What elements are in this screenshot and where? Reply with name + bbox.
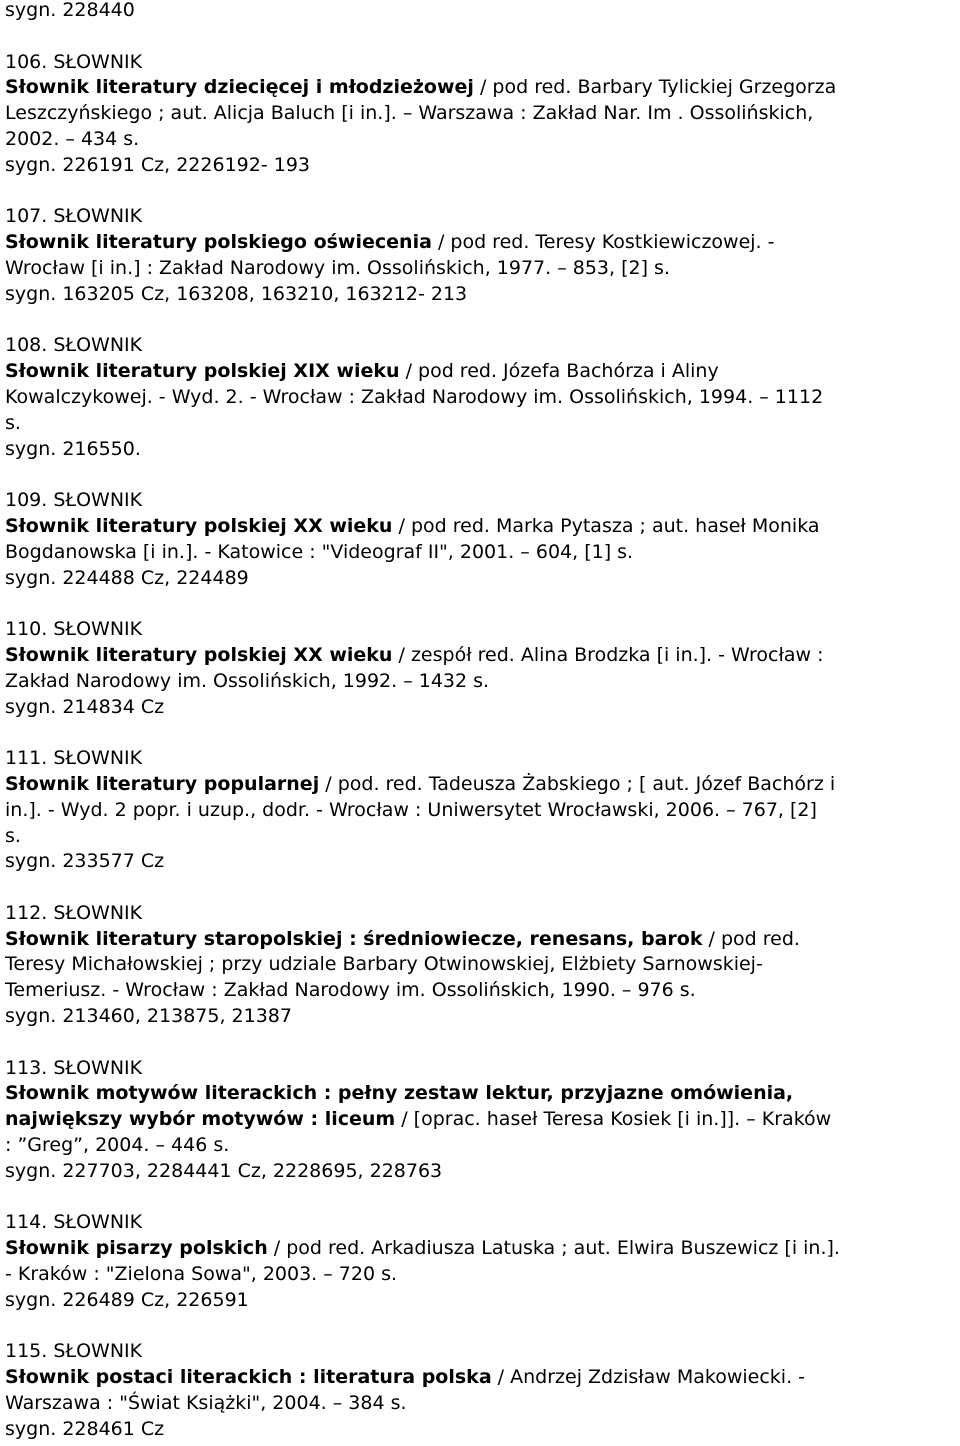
entry-title-continued: największy wybór motywów : liceum <box>5 1108 396 1131</box>
entry-line: s. <box>5 824 21 847</box>
signature-line: sygn. 226489 Cz, 226591 <box>5 1288 249 1311</box>
entry-114 <box>5 1210 955 1313</box>
entry-title-line <box>5 1236 955 1262</box>
entry-111 <box>5 746 955 875</box>
entry-separator <box>5 875 955 901</box>
document-page <box>5 0 955 1443</box>
signature-line: sygn. 228440 <box>5 0 135 21</box>
entry-separator <box>5 1185 955 1211</box>
entry-108 <box>5 333 955 462</box>
entry-title-rest: / pod red. Arkadiusza Latuska ; aut. Elwira Buszewicz [i in.]. <box>267 1237 840 1260</box>
entry-110 <box>5 617 955 720</box>
entry-line: Wrocław [i in.] : Zakład Narodowy im. Ossolińskich, 1977. – 853, [2] s. <box>5 256 670 279</box>
entry-title-rest: / zespół red. Alina Brodzka [i in.]. - Wrocław : <box>392 643 824 666</box>
entry-title-rest: / pod red. <box>702 927 800 950</box>
entry-title: Słownik literatury staropolskiej : średniowiecze, renesans, barok <box>5 927 703 950</box>
entry-header: 107. SŁOWNIK <box>5 205 143 228</box>
signature-line: sygn. 213460, 213875, 21387 <box>5 1005 292 1028</box>
entry-header: 106. SŁOWNIK <box>5 50 143 73</box>
entry-title: Słownik postaci literackich : literatura polska <box>5 1366 492 1389</box>
entry-line: - Kraków : "Zielona Sowa", 2003. – 720 s. <box>5 1263 398 1286</box>
entry-line: Kowalczykowej. - Wyd. 2. - Wrocław : Zakład Narodowy im. Ossolińskich, 1994. – 1112 <box>5 385 824 408</box>
signature-line: sygn. 233577 Cz <box>5 850 165 873</box>
entry-title: Słownik pisarzy polskich <box>5 1237 268 1260</box>
entry-separator <box>5 1314 955 1340</box>
entry-105-tail <box>5 0 955 24</box>
entry-line: in.]. - Wyd. 2 popr. i uzup., dodr. - Wrocław : Uniwersytet Wrocławski, 2006. – 767, [2] <box>5 798 817 821</box>
signature-line: sygn. 226191 Cz, 2226192- 193 <box>5 153 310 176</box>
entry-title-line <box>5 359 955 385</box>
entry-line: Bogdanowska [i in.]. - Katowice : "Videograf II", 2001. – 604, [1] s. <box>5 540 634 563</box>
entry-header: 110. SŁOWNIK <box>5 618 143 641</box>
entry-title-line <box>5 230 955 256</box>
entry-separator <box>5 591 955 617</box>
entry-title-line <box>5 1365 955 1391</box>
entry-title-line <box>5 75 955 101</box>
entry-line: 2002. – 434 s. <box>5 127 140 150</box>
entry-title-rest: / Andrzej Zdzisław Makowiecki. - <box>491 1366 806 1389</box>
entry-header: 108. SŁOWNIK <box>5 334 143 357</box>
signature-line: sygn. 163205 Cz, 163208, 163210, 163212- 213 <box>5 282 468 305</box>
entry-109 <box>5 488 955 591</box>
entry-line: Warszawa : "Świat Książki", 2004. – 384 s. <box>5 1392 407 1415</box>
entry-line: Leszczyńskiego ; aut. Alicja Baluch [i in.]. – Warszawa : Zakład Nar. Im . Ossolińskich, <box>5 102 814 125</box>
entry-title-rest: / pod red. Barbary Tylickiej Grzegorza <box>473 76 837 99</box>
entry-107 <box>5 204 955 307</box>
entry-separator <box>5 179 955 205</box>
entry-line: : ”Greg”, 2004. – 446 s. <box>5 1134 230 1157</box>
entry-line: Teresy Michałowskiej ; przy udziale Barbary Otwinowskiej, Elżbiety Sarnowskiej- <box>5 953 763 976</box>
entry-header: 113. SŁOWNIK <box>5 1056 143 1079</box>
entry-title-line <box>5 514 955 540</box>
signature-line: sygn. 228461 Cz <box>5 1417 165 1440</box>
entry-title-rest: / [oprac. haseł Teresa Kosiek [i in.]]. – Kraków <box>395 1108 832 1131</box>
entry-title-rest: / pod red. Józefa Bachórza i Aliny <box>399 360 719 383</box>
entry-separator <box>5 24 955 50</box>
entry-separator <box>5 1030 955 1056</box>
entry-line: s. <box>5 411 21 434</box>
entry-header: 114. SŁOWNIK <box>5 1211 143 1234</box>
entry-line: Temeriusz. - Wrocław : Zakład Narodowy im. Ossolińskich, 1990. – 976 s. <box>5 979 696 1002</box>
entry-115 <box>5 1339 955 1442</box>
entry-separator <box>5 720 955 746</box>
entry-title: Słownik literatury polskiej XX wieku <box>5 514 393 537</box>
entry-title: Słownik motywów literackich : pełny zestaw lektur, przyjazne omówienia, <box>5 1082 794 1105</box>
entry-title: Słownik literatury polskiego oświecenia <box>5 231 432 254</box>
entry-title-line <box>5 643 955 669</box>
signature-line: sygn. 214834 Cz <box>5 695 165 718</box>
entry-title: Słownik literatury polskiej XX wieku <box>5 643 393 666</box>
entry-title-line <box>5 927 955 953</box>
entry-separator <box>5 308 955 334</box>
entry-title-rest: / pod. red. Tadeusza Żabskiego ; [ aut. Józef Bachórz i <box>319 772 836 795</box>
signature-line: sygn. 227703, 2284441 Cz, 2228695, 228763 <box>5 1159 443 1182</box>
entry-title-rest: / pod red. Teresy Kostkiewiczowej. - <box>431 231 775 254</box>
entry-title-line <box>5 772 955 798</box>
entry-113 <box>5 1056 955 1185</box>
entry-separator <box>5 462 955 488</box>
entry-line: Zakład Narodowy im. Ossolińskich, 1992. – 1432 s. <box>5 669 490 692</box>
entry-106 <box>5 50 955 179</box>
signature-line: sygn. 224488 Cz, 224489 <box>5 566 249 589</box>
entry-header: 115. SŁOWNIK <box>5 1340 143 1363</box>
entry-title: Słownik literatury polskiej XIX wieku <box>5 360 400 383</box>
entry-header: 112. SŁOWNIK <box>5 901 143 924</box>
entry-112 <box>5 901 955 1030</box>
entry-title: Słownik literatury dziecięcej i młodzieżowej <box>5 76 474 99</box>
signature-line: sygn. 216550. <box>5 437 141 460</box>
entry-header: 109. SŁOWNIK <box>5 489 143 512</box>
entry-title: Słownik literatury popularnej <box>5 772 320 795</box>
entry-title-line <box>5 1107 955 1133</box>
entry-title-rest: / pod red. Marka Pytasza ; aut. haseł Monika <box>392 514 820 537</box>
entry-header: 111. SŁOWNIK <box>5 747 143 770</box>
